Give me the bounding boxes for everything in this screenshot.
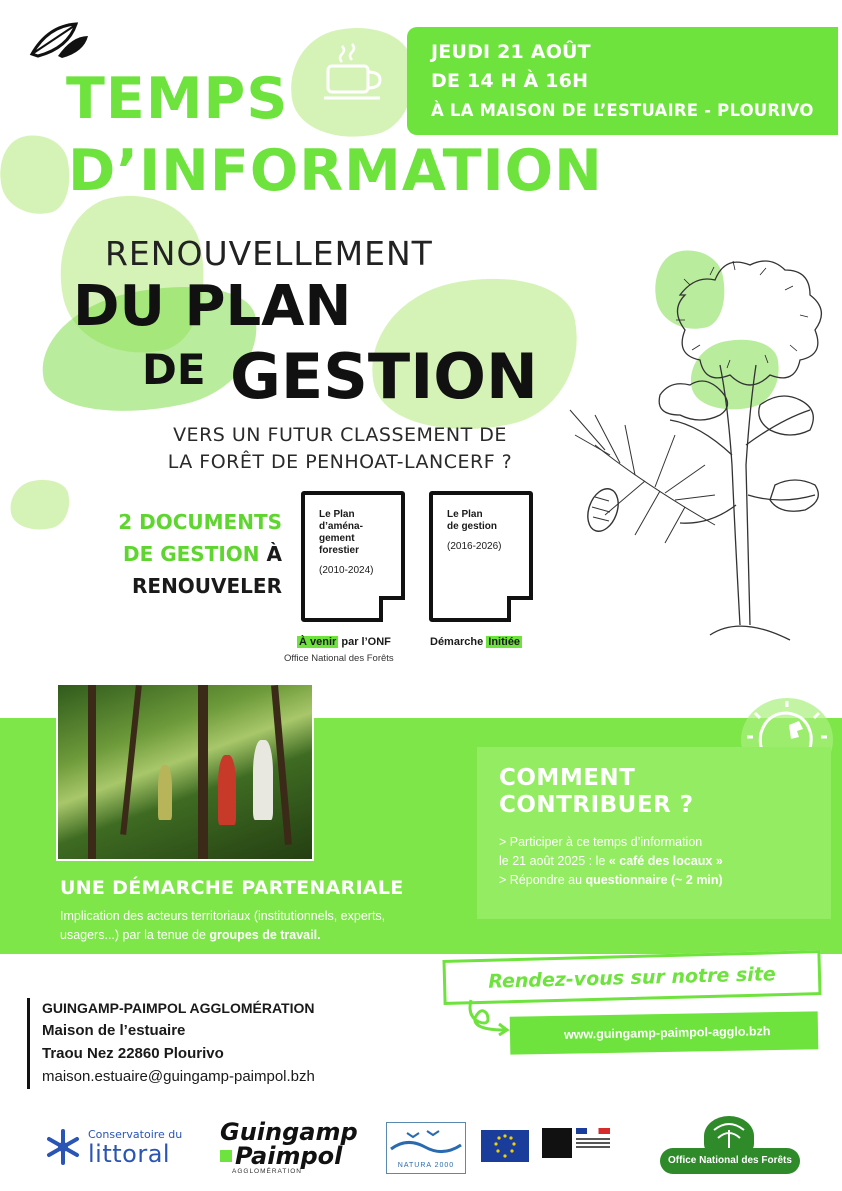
- event-date-box: [407, 27, 838, 135]
- contact-address: Traou Nez 22860 Plourivo: [42, 1045, 224, 1062]
- page-fold-icon: [379, 596, 405, 622]
- logo-prefet-bretagne: [542, 1128, 612, 1168]
- coffee-cup-icon: [322, 42, 392, 104]
- contribute-item-2: > Répondre au questionnaire (~ 2 min): [499, 873, 723, 887]
- event-time: DE 14 H À 16H: [431, 70, 589, 92]
- subtitle-line-2: LA FORÊT DE PENHOAT-LANCERF ?: [167, 451, 513, 473]
- partnership-section: [60, 877, 460, 945]
- eu-stars-icon: [481, 1130, 529, 1162]
- title-line-2: D’INFORMATION: [68, 138, 603, 204]
- contribute-box: [477, 747, 831, 919]
- title-line-1: TEMPS: [66, 66, 289, 132]
- partnership-title: UNE DÉMARCHE PARTENARIALE: [60, 877, 404, 899]
- swirl-arrow-icon: [465, 996, 515, 1036]
- documents-label: 2 DOCUMENTS DE GESTION À RENOUVELER: [118, 510, 282, 598]
- partnership-text-b: usagers...) par la tenue de groupes de travail.: [60, 928, 321, 942]
- logo-guingamp-paimpol: Guingamp Paimpol AGGLOMÉRATION: [220, 1118, 358, 1175]
- website-cta: Rendez-vous sur notre site: [442, 950, 821, 1005]
- pine-branch-illustration: [565, 405, 720, 545]
- website-url-link[interactable]: www.guingamp-paimpol-agglo.bzh: [510, 1011, 819, 1054]
- document-plan-gestion: Le Plan de gestion (2016-2026): [429, 491, 533, 622]
- headline-line-1: DU PLAN: [73, 274, 352, 339]
- headline-renouvellement: RENOUVELLEMENT: [105, 234, 433, 273]
- subtitle: [130, 422, 550, 476]
- snowflake-icon: [44, 1128, 82, 1166]
- doc2-status: Démarche Initiée: [430, 636, 521, 648]
- headline-line-2b: GESTION: [230, 340, 538, 413]
- logo-onf: Office National des Forêts: [660, 1116, 800, 1178]
- birds-wave-icon: [387, 1123, 465, 1157]
- subtitle-line-1: VERS UN FUTUR CLASSEMENT DE: [173, 424, 507, 446]
- leaf-icon: [28, 20, 90, 62]
- document-plan-amenagement: Le Plan d’aména- gement forestier (2010-2024): [301, 491, 405, 622]
- contact-org: GUINGAMP-PAIMPOL AGGLOMÉRATION: [42, 1000, 315, 1016]
- contact-place: Maison de l’estuaire: [42, 1022, 186, 1039]
- contribute-title-1: COMMENT: [499, 765, 636, 791]
- event-place: À LA MAISON DE L’ESTUAIRE - PLOURIVO: [431, 101, 814, 120]
- event-date: JEUDI 21 AOÛT: [431, 41, 591, 63]
- headline-line-2a: DE: [142, 345, 206, 394]
- partnership-text-a: Implication des acteurs territoriaux (institutionnels, experts,: [60, 909, 386, 923]
- page-fold-icon: [507, 596, 533, 622]
- brush-splash: [0, 129, 78, 222]
- logo-conservatoire-littoral: Conservatoire du littoral: [44, 1124, 194, 1170]
- logo-natura-2000: NATURA 2000: [386, 1122, 466, 1174]
- contact-email[interactable]: maison.estuaire@guingamp-paimpol.bzh: [42, 1068, 315, 1085]
- contribute-title-2: CONTRIBUER ?: [499, 792, 694, 818]
- forest-walk-photo: [56, 683, 314, 861]
- contact-block: [27, 998, 407, 1089]
- doc1-status: À venir par l’ONF: [299, 636, 391, 648]
- contribute-item-1b: le 21 août 2025 : le « café des locaux »: [499, 854, 723, 868]
- logo-europe: [481, 1124, 529, 1172]
- doc1-status-sub: Office National des Forêts: [284, 653, 394, 664]
- contribute-item-1a: > Participer à ce temps d’information: [499, 835, 703, 849]
